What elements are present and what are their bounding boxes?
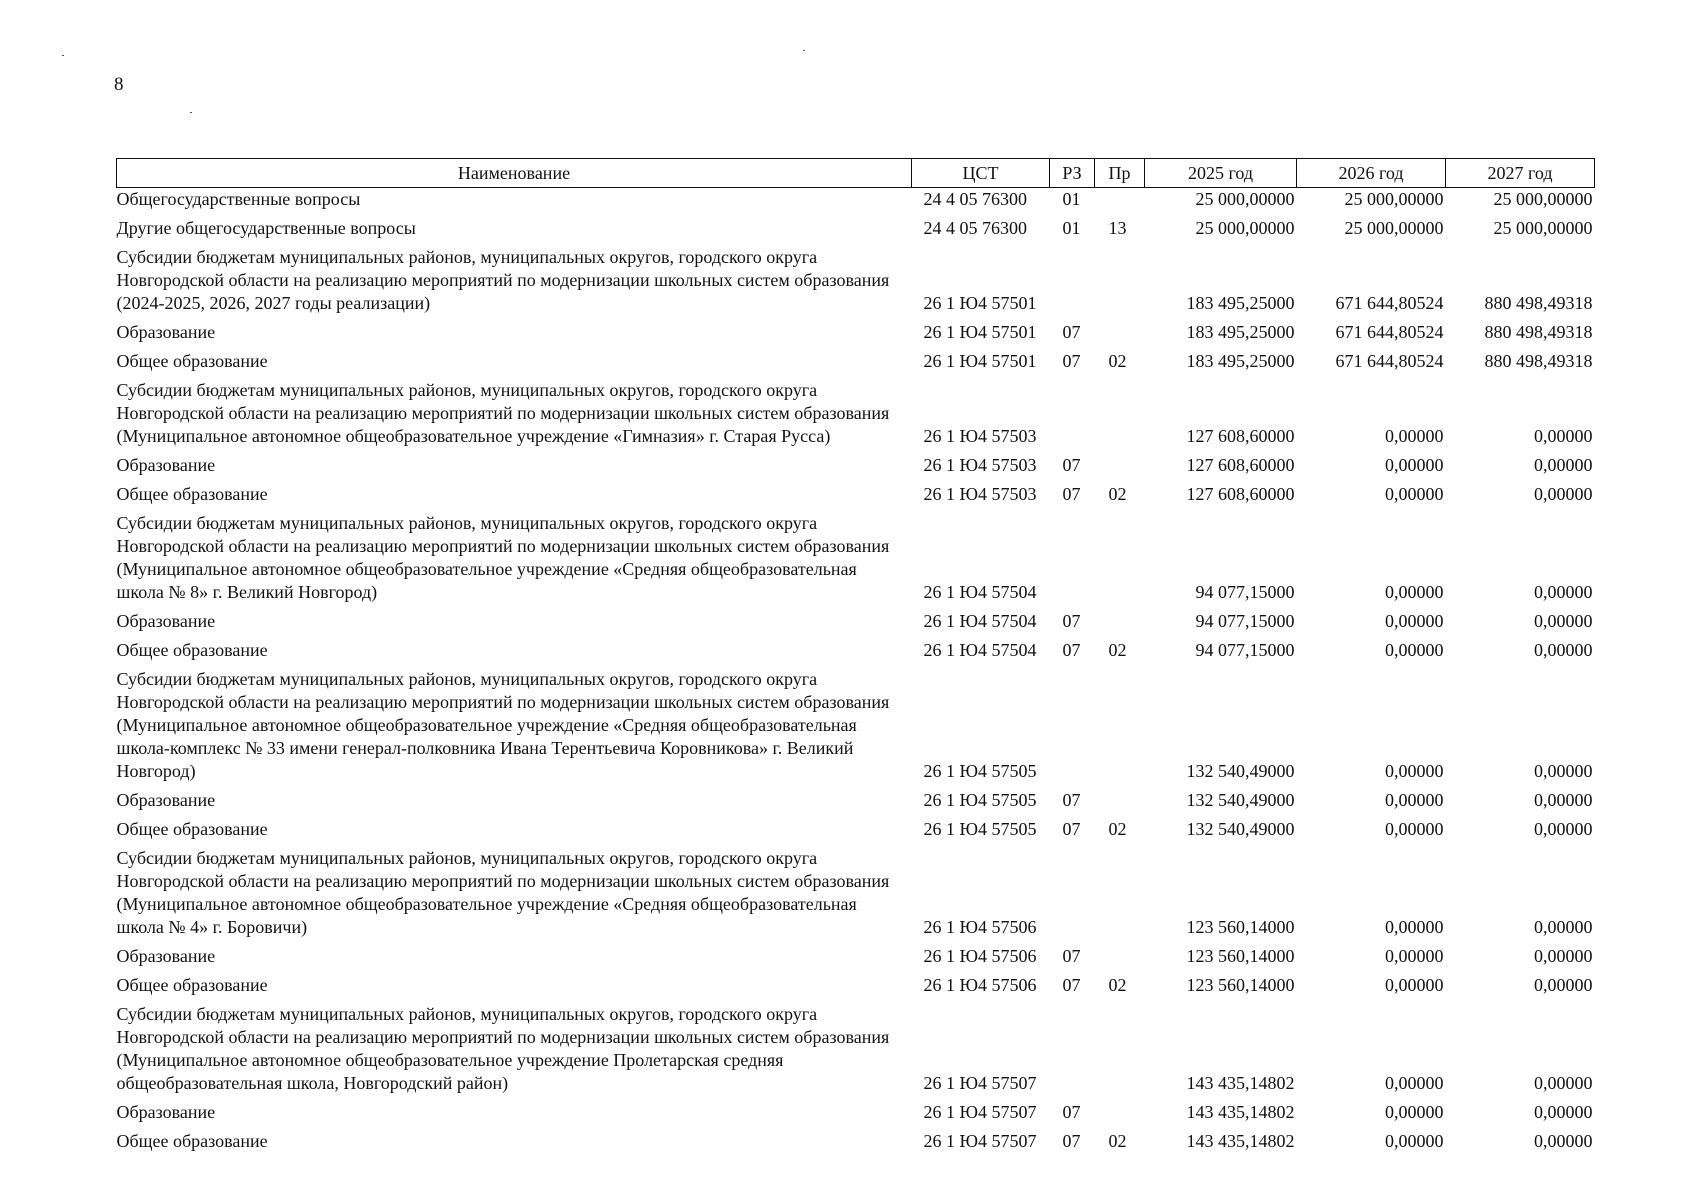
row-amount-2025: 143 435,14802 — [1186, 1102, 1295, 1122]
row-pr-code: 02 — [1108, 484, 1127, 504]
budget-table — [116, 158, 1595, 1153]
row-cst-code: 26 1 Ю4 57504 — [923, 611, 1037, 631]
table-row — [117, 841, 1595, 939]
row-amount-2026: 671 644,80524 — [1335, 293, 1444, 313]
row-amount-2025: 94 077,15000 — [1195, 582, 1295, 602]
header-cst: ЦСТ — [912, 159, 1050, 188]
row-amount-2027: 0,00000 — [1534, 611, 1593, 631]
row-cst-code: 26 1 Ю4 57507 — [923, 1102, 1037, 1122]
row-amount-2027: 0,00000 — [1534, 484, 1593, 504]
row-amount-2027: 0,00000 — [1534, 761, 1593, 781]
row-amount-2027: 25 000,00000 — [1493, 218, 1593, 238]
row-rz-code: 07 — [1062, 611, 1081, 631]
row-amount-2027: 0,00000 — [1534, 790, 1593, 810]
row-cst-code: 26 1 Ю4 57506 — [923, 946, 1037, 966]
row-amount-2026: 0,00000 — [1385, 484, 1444, 504]
table-body — [117, 188, 1595, 1154]
row-name: Образование — [116, 946, 216, 966]
table-row — [117, 344, 1595, 373]
row-amount-2025: 123 560,14000 — [1186, 917, 1295, 937]
row-amount-2025: 183 495,25000 — [1186, 322, 1295, 342]
row-amount-2025: 143 435,14802 — [1186, 1073, 1295, 1093]
row-amount-2026: 0,00000 — [1385, 640, 1444, 660]
header-2025: 2025 год — [1145, 159, 1297, 188]
table-row — [117, 506, 1595, 604]
row-amount-2027: 0,00000 — [1534, 819, 1593, 839]
row-amount-2025: 183 495,25000 — [1186, 351, 1295, 371]
row-name: Субсидии бюджетам муниципальных районов, муниципальных округов, городского округа Новгородской области на реализацию мероприятий по модернизации школьных систем образования (2024-2025, 2026, 2027 годы реализации) — [116, 247, 890, 313]
row-rz-code — [1050, 662, 1095, 783]
row-name: Образование — [116, 790, 216, 810]
row-name: Общее образование — [116, 640, 268, 660]
row-amount-2025: 94 077,15000 — [1195, 611, 1295, 631]
row-pr-code — [1095, 997, 1145, 1095]
row-name: Субсидии бюджетам муниципальных районов, муниципальных округов, городского округа Новгородской области на реализацию мероприятий по модернизации школьных систем образования (Муниципальное автономное общеобразовательное учреждение «Гимназия» г. Старая Русса) — [116, 380, 890, 446]
row-amount-2026: 0,00000 — [1385, 455, 1444, 475]
row-amount-2027: 0,00000 — [1534, 1073, 1593, 1093]
table-row — [117, 315, 1595, 344]
row-rz-code: 07 — [1062, 322, 1081, 342]
row-amount-2026: 671 644,80524 — [1335, 351, 1444, 371]
row-amount-2025: 123 560,14000 — [1186, 975, 1295, 995]
row-name: Субсидии бюджетам муниципальных районов, муниципальных округов, городского округа Новгородской области на реализацию мероприятий по модернизации школьных систем образования (Муниципальное автономное общеобразовательное учреждение «Средняя общеобразовательная школа-комплекс № 33 имени генерал-полковника Ивана Терентьевича Коровникова» г. Великий Новгород) — [116, 669, 890, 781]
table-row — [117, 211, 1595, 240]
row-pr-code: 02 — [1108, 975, 1127, 995]
row-rz-code — [1050, 373, 1095, 448]
row-name: Образование — [116, 455, 216, 475]
row-name: Образование — [116, 322, 216, 342]
row-pr-code — [1095, 373, 1145, 448]
row-amount-2025: 127 608,60000 — [1186, 426, 1295, 446]
row-name: Общее образование — [116, 484, 268, 504]
row-cst-code: 26 1 Ю4 57507 — [923, 1131, 1037, 1151]
row-cst-code: 26 1 Ю4 57503 — [923, 426, 1037, 446]
row-amount-2027: 0,00000 — [1534, 640, 1593, 660]
row-name: Субсидии бюджетам муниципальных районов, муниципальных округов, городского округа Новгородской области на реализацию мероприятий по модернизации школьных систем образования (Муниципальное автономное общеобразовательное учреждение Пролетарская средняя общеобразовательная школа, Новгородский район) — [116, 1004, 890, 1093]
row-name: Общее образование — [116, 351, 268, 371]
row-pr-code: 02 — [1108, 640, 1127, 660]
row-rz-code: 07 — [1062, 946, 1081, 966]
table-row — [117, 188, 1595, 212]
row-pr-code — [1095, 188, 1145, 212]
row-cst-code: 26 1 Ю4 57505 — [923, 761, 1037, 781]
header-rz: РЗ — [1050, 159, 1095, 188]
row-amount-2027: 0,00000 — [1534, 1102, 1593, 1122]
row-cst-code: 24 4 05 76300 — [923, 218, 1027, 238]
row-amount-2025: 25 000,00000 — [1195, 189, 1295, 209]
row-amount-2025: 127 608,60000 — [1186, 484, 1295, 504]
row-rz-code: 01 — [1062, 189, 1081, 209]
row-amount-2026: 0,00000 — [1385, 946, 1444, 966]
scan-speck — [62, 55, 64, 56]
row-name: Общегосударственные вопросы — [116, 189, 361, 209]
row-rz-code: 07 — [1062, 351, 1081, 371]
row-amount-2025: 143 435,14802 — [1186, 1131, 1295, 1151]
row-cst-code: 26 1 Ю4 57507 — [923, 1073, 1037, 1093]
table-row — [117, 633, 1595, 662]
header-2026: 2026 год — [1297, 159, 1446, 188]
table-row — [117, 448, 1595, 477]
table-row — [117, 968, 1595, 997]
table-row — [117, 783, 1595, 812]
row-pr-code — [1095, 315, 1145, 344]
row-rz-code: 07 — [1062, 640, 1081, 660]
row-cst-code: 26 1 Ю4 57503 — [923, 484, 1037, 504]
row-rz-code — [1050, 506, 1095, 604]
row-amount-2026: 0,00000 — [1385, 975, 1444, 995]
row-cst-code: 26 1 Ю4 57501 — [923, 293, 1037, 313]
row-name: Общее образование — [116, 975, 268, 995]
header-2027: 2027 год — [1446, 159, 1595, 188]
row-rz-code: 01 — [1062, 218, 1081, 238]
row-cst-code: 26 1 Ю4 57504 — [923, 582, 1037, 602]
row-rz-code: 07 — [1062, 1102, 1081, 1122]
row-amount-2027: 25 000,00000 — [1493, 189, 1593, 209]
row-amount-2026: 0,00000 — [1385, 582, 1444, 602]
table-row — [117, 662, 1595, 783]
row-rz-code: 07 — [1062, 1131, 1081, 1151]
row-cst-code: 26 1 Ю4 57506 — [923, 917, 1037, 937]
row-name: Образование — [116, 1102, 216, 1122]
row-amount-2026: 0,00000 — [1385, 917, 1444, 937]
row-amount-2026: 0,00000 — [1385, 1102, 1444, 1122]
row-cst-code: 26 1 Ю4 57503 — [923, 455, 1037, 475]
row-amount-2026: 25 000,00000 — [1344, 189, 1444, 209]
page-number: 8 — [114, 74, 124, 95]
table-row — [117, 373, 1595, 448]
row-rz-code — [1050, 997, 1095, 1095]
row-amount-2026: 0,00000 — [1385, 819, 1444, 839]
row-cst-code: 24 4 05 76300 — [923, 189, 1027, 209]
row-cst-code: 26 1 Ю4 57501 — [923, 351, 1037, 371]
row-amount-2026: 0,00000 — [1385, 790, 1444, 810]
table-row — [117, 240, 1595, 315]
row-amount-2026: 0,00000 — [1385, 761, 1444, 781]
row-amount-2027: 0,00000 — [1534, 975, 1593, 995]
row-rz-code: 07 — [1062, 819, 1081, 839]
row-amount-2025: 132 540,49000 — [1186, 761, 1295, 781]
row-pr-code — [1095, 841, 1145, 939]
row-amount-2026: 0,00000 — [1385, 426, 1444, 446]
row-amount-2026: 25 000,00000 — [1344, 218, 1444, 238]
row-amount-2025: 25 000,00000 — [1195, 218, 1295, 238]
row-amount-2026: 0,00000 — [1385, 1073, 1444, 1093]
table-row — [117, 812, 1595, 841]
row-pr-code: 02 — [1108, 1131, 1127, 1151]
row-cst-code: 26 1 Ю4 57501 — [923, 322, 1037, 342]
row-name: Субсидии бюджетам муниципальных районов, муниципальных округов, городского округа Новгородской области на реализацию мероприятий по модернизации школьных систем образования (Муниципальное автономное общеобразовательное учреждение «Средняя общеобразовательная школа № 8» г. Великий Новгород) — [116, 513, 890, 602]
table-row — [117, 939, 1595, 968]
row-amount-2026: 0,00000 — [1385, 1131, 1444, 1151]
row-cst-code: 26 1 Ю4 57505 — [923, 819, 1037, 839]
row-rz-code — [1050, 240, 1095, 315]
row-name: Общее образование — [116, 1131, 268, 1151]
row-amount-2027: 0,00000 — [1534, 426, 1593, 446]
row-name: Субсидии бюджетам муниципальных районов, муниципальных округов, городского округа Новгородской области на реализацию мероприятий по модернизации школьных систем образования (Муниципальное автономное общеобразовательное учреждение «Средняя общеобразовательная школа № 4» г. Боровичи) — [116, 848, 890, 937]
row-amount-2027: 0,00000 — [1534, 1131, 1593, 1151]
row-rz-code: 07 — [1062, 975, 1081, 995]
scan-speck — [190, 112, 192, 113]
row-cst-code: 26 1 Ю4 57505 — [923, 790, 1037, 810]
row-pr-code — [1095, 662, 1145, 783]
table-row — [117, 477, 1595, 506]
row-name: Общее образование — [116, 819, 268, 839]
row-amount-2026: 671 644,80524 — [1335, 322, 1444, 342]
row-name: Образование — [116, 611, 216, 631]
row-amount-2027: 0,00000 — [1534, 917, 1593, 937]
row-cst-code: 26 1 Ю4 57506 — [923, 975, 1037, 995]
row-pr-code: 02 — [1108, 819, 1127, 839]
row-rz-code: 07 — [1062, 455, 1081, 475]
row-amount-2027: 0,00000 — [1534, 455, 1593, 475]
row-amount-2027: 0,00000 — [1534, 946, 1593, 966]
table-row — [117, 604, 1595, 633]
scan-speck — [803, 50, 805, 51]
row-name: Другие общегосударственные вопросы — [116, 218, 416, 238]
row-pr-code: 13 — [1108, 218, 1127, 238]
row-amount-2027: 0,00000 — [1534, 582, 1593, 602]
row-amount-2025: 127 608,60000 — [1186, 455, 1295, 475]
table-row — [117, 1124, 1595, 1153]
row-pr-code — [1095, 783, 1145, 812]
header-pr: Пр — [1095, 159, 1145, 188]
row-pr-code — [1095, 939, 1145, 968]
row-rz-code: 07 — [1062, 484, 1081, 504]
row-pr-code — [1095, 240, 1145, 315]
table-row — [117, 997, 1595, 1095]
row-amount-2025: 132 540,49000 — [1186, 790, 1295, 810]
row-rz-code — [1050, 841, 1095, 939]
row-pr-code — [1095, 604, 1145, 633]
row-rz-code: 07 — [1062, 790, 1081, 810]
table-row — [117, 1095, 1595, 1124]
row-amount-2025: 183 495,25000 — [1186, 293, 1295, 313]
header-name: Наименование — [117, 159, 912, 188]
row-amount-2027: 880 498,49318 — [1484, 351, 1593, 371]
row-pr-code — [1095, 506, 1145, 604]
row-pr-code: 02 — [1108, 351, 1127, 371]
row-pr-code — [1095, 448, 1145, 477]
table-header-row — [117, 159, 1595, 188]
row-amount-2027: 880 498,49318 — [1484, 293, 1593, 313]
row-amount-2027: 880 498,49318 — [1484, 322, 1593, 342]
row-amount-2025: 123 560,14000 — [1186, 946, 1295, 966]
row-pr-code — [1095, 1095, 1145, 1124]
row-amount-2025: 132 540,49000 — [1186, 819, 1295, 839]
row-amount-2026: 0,00000 — [1385, 611, 1444, 631]
row-cst-code: 26 1 Ю4 57504 — [923, 640, 1037, 660]
row-amount-2025: 94 077,15000 — [1195, 640, 1295, 660]
